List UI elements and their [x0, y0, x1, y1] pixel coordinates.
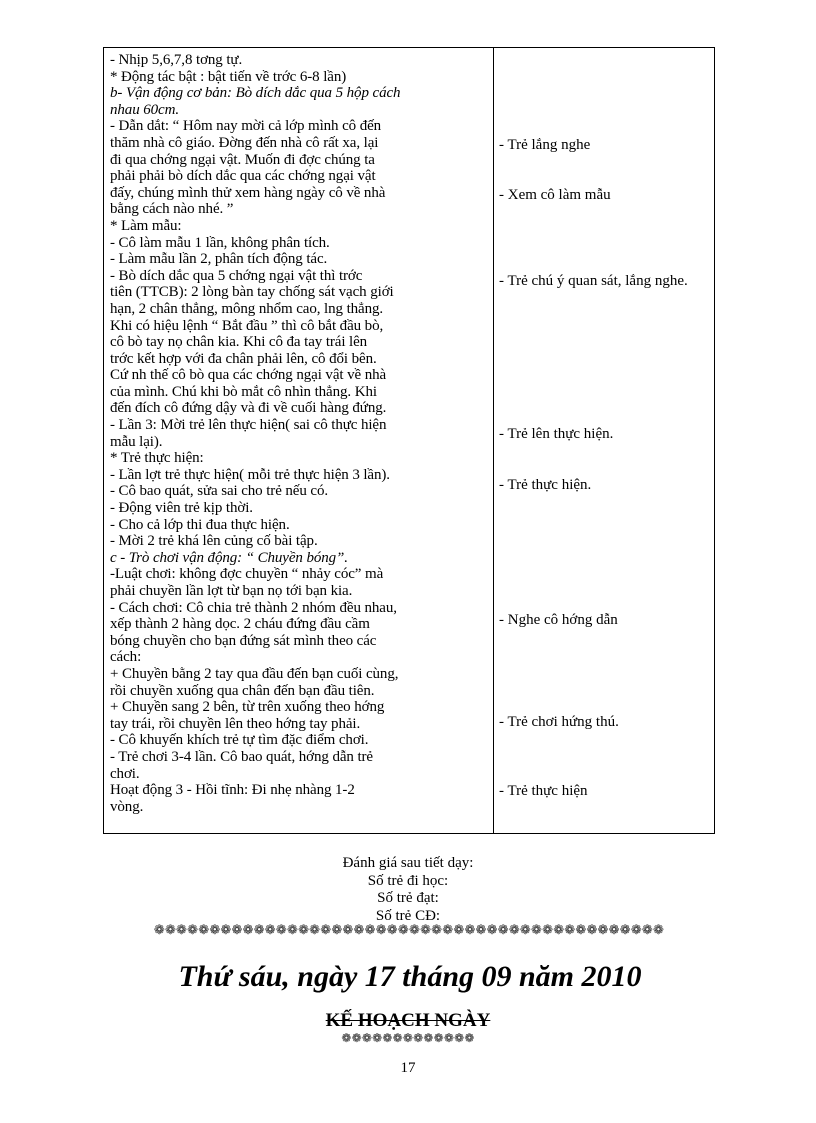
attendance-count: Số trẻ đi học:: [367, 872, 449, 889]
right-item: - Xem cô làm mẫu: [499, 187, 611, 203]
activity-line: đến đích cô đứng dậy và đi về cuối hàng đứng.: [110, 400, 387, 417]
activity-line: thăm nhà cô giáo. Đờng đến nhà cô rất xa, lại: [110, 134, 379, 151]
right-item: - Trẻ chơi hứng thú.: [499, 714, 619, 730]
flower-divider: ❁❁❁❁❁❁❁❁❁❁❁❁❁❁❁❁❁❁❁❁❁❁❁❁❁❁❁❁❁❁❁❁❁❁❁❁❁❁❁❁❁❁❁❁❁❁: [153, 922, 665, 937]
activity-line: - Cách chơi: Cô chia trẻ thành 2 nhóm đều nhau,: [110, 599, 397, 616]
activity-line: - Dẫn dắt: “ Hôm nay mời cả lớp mình cô đến: [110, 118, 382, 135]
activity-line: Khi có hiệu lệnh “ Bắt đầu ” thì cô bắt đầu bò,: [110, 317, 384, 334]
page-number: 17: [400, 1060, 416, 1076]
column-divider: [493, 48, 494, 833]
right-item: - Trẻ lên thực hiện.: [499, 426, 614, 442]
activity-line: hạn, 2 chân thẳng, mông nhổm cao, lng thẳng.: [110, 300, 384, 317]
activity-line: - Cô bao quát, sửa sai cho trẻ nếu có.: [110, 483, 329, 500]
plan-title-text: KẾ HOẠCH NGÀY: [325, 1010, 491, 1031]
activity-line: c - Trò chơi vận động: “ Chuyền bóng”.: [110, 549, 348, 566]
activity-line: Cứ nh thế cô bò qua các chớng ngại vật về nhà: [110, 367, 387, 384]
activity-line: - Bò dích dắc qua 5 chớng ngại vật thì trớc: [110, 267, 363, 284]
activity-line: bóng chuyền cho bạn đứng sát mình theo các: [110, 632, 377, 649]
right-item: - Trẻ thực hiện.: [499, 477, 592, 493]
activity-line: vòng.: [110, 798, 144, 815]
activity-line: - Cô khuyến khích trẻ tự tìm đặc điểm chơi.: [110, 732, 369, 749]
activity-line: - Lần 3: Mời trẻ lên thực hiện( sai cô thực hiện: [110, 417, 387, 434]
activity-line: - Lần lợt trẻ thực hiện( mỗi trẻ thực hiện 3 lần).: [110, 466, 390, 483]
activity-line: - Cho cả lớp thi đua thực hiện.: [110, 516, 290, 533]
activity-line: - Động viên trẻ kịp thời.: [110, 500, 253, 517]
activity-line: phải chuyền lần lợt từ bạn nọ tới bạn kia.: [110, 583, 353, 599]
activity-line: - Cô làm mẫu 1 lần, không phân tích.: [110, 234, 330, 251]
activity-line: rồi chuyền xuống qua chân đến bạn đầu tiên.: [110, 682, 375, 699]
right-item: - Nghe cô hớng dẫn: [499, 612, 618, 628]
activity-line: - Trẻ chơi 3-4 lần. Cô bao quát, hớng dẫn trẻ: [110, 748, 373, 765]
activity-line: * Động tác bật : bật tiến về trớc 6-8 lần): [110, 68, 347, 85]
activity-column: [110, 52, 488, 815]
lesson-table: [103, 47, 715, 834]
activity-line: cách:: [110, 649, 142, 666]
activity-line: đi qua chớng ngại vật. Muốn đi đợc chúng ta: [110, 151, 375, 168]
right-item: - Trẻ lắng nghe: [499, 137, 591, 153]
activity-line: * Làm mẫu:: [110, 217, 182, 234]
date-heading: Thứ sáu, ngày 17 tháng 09 năm 2010: [178, 960, 642, 993]
pass-count: Số trẻ đạt:: [377, 890, 439, 906]
activity-line: xếp thành 2 hàng dọc. 2 cháu đứng đầu cầm: [110, 616, 370, 633]
activity-line: -Luật chơi: không đợc chuyền “ nhảy cóc” mà: [110, 566, 384, 583]
activity-line: + Chuyền sang 2 bên, từ trên xuống theo hớng: [110, 699, 385, 716]
evaluation-title: Đánh giá sau tiết dạy:: [342, 855, 474, 871]
activity-line: - Làm mẫu lần 2, phân tích động tác.: [110, 251, 328, 268]
activity-line: tiên (TTCB): 2 lòng bàn tay chống sát vạch giới: [110, 284, 394, 301]
plan-title: [0, 1010, 816, 1032]
activity-line: Hoạt động 3 - Hồi tĩnh: Đi nhẹ nhàng 1-2: [110, 782, 355, 799]
activity-line: nhau 60cm.: [110, 101, 179, 118]
activity-line: của mình. Chú khi bò mắt cô nhìn thẳng. Khi: [110, 383, 377, 400]
activity-line: trớc kết hợp với đa chân phải lên, cô đổi bên.: [110, 350, 377, 367]
activity-line: * Trẻ thực hiện:: [110, 450, 204, 467]
right-item: - Trẻ thực hiện: [499, 783, 588, 799]
activity-line: - Nhịp 5,6,7,8 tơng tự.: [110, 52, 243, 68]
right-item: - Trẻ chú ý quan sát, lắng nghe.: [499, 273, 688, 289]
evaluation-block: [0, 855, 816, 925]
activity-line: cô bò tay nọ chân kia. Khi cô đa tay trái lên: [110, 334, 368, 351]
activity-line: tay trái, rồi chuyền lên theo hớng tay phải.: [110, 715, 361, 732]
activity-line: + Chuyền bằng 2 tay qua đầu đến bạn cuối cùng,: [110, 665, 399, 682]
fail-count: Số trẻ CĐ:: [375, 907, 441, 924]
plan-flower-divider: ❁❁❁❁❁❁❁❁❁❁❁❁❁: [341, 1031, 475, 1045]
activity-line: bằng cách nào nhé. ”: [110, 201, 234, 218]
activity-line: - Mời 2 trẻ khá lên củng cố bài tập.: [110, 533, 318, 550]
activity-line: b- Vận động cơ bản: Bò dích dắc qua 5 hộp cách: [110, 85, 401, 102]
activity-line: đấy, chúng mình thử xem hàng ngày cô về nhà: [110, 184, 386, 201]
activity-line: chơi.: [110, 765, 140, 782]
activity-line: mẫu lại).: [110, 433, 163, 450]
activity-line: phải phải bò dích dắc qua các chớng ngại vật: [110, 168, 376, 185]
